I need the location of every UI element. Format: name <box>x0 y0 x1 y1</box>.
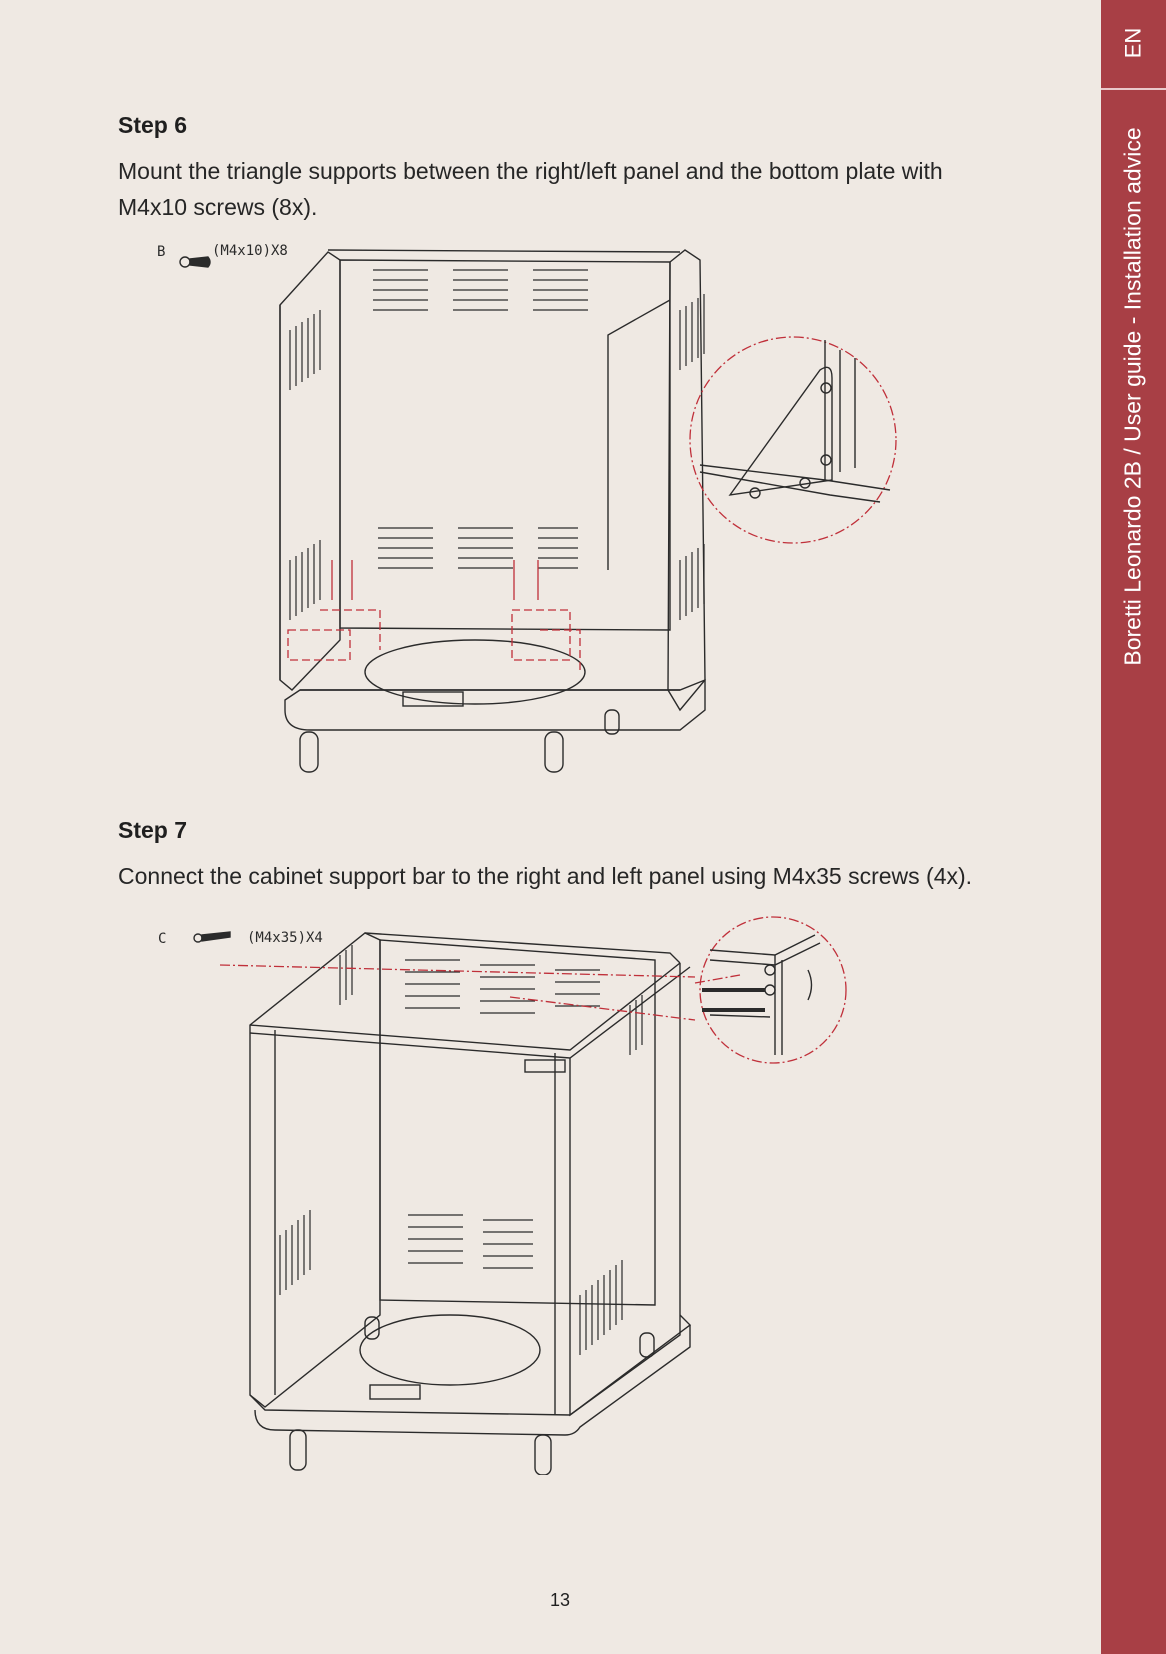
part-b-label: (M4x10)X8 <box>212 243 288 259</box>
step-7-text: Connect the cabinet support bar to the right and left panel using M4x35 screws (4x). <box>118 863 973 889</box>
screw-b-icon <box>180 257 210 267</box>
language-tab[interactable] <box>1101 0 1166 86</box>
part-c-label: (M4x35)X4 <box>247 930 323 946</box>
step-6-heading: Step 6 <box>118 112 188 138</box>
step-6-diagram <box>140 240 960 780</box>
page-number: 13 <box>549 1590 571 1610</box>
sidebar-divider <box>1101 88 1166 90</box>
step-6-text: Mount the triangle supports between the right/left panel and the bottom plate with M4x10 screws (8x). <box>118 158 943 220</box>
sidebar-title-area <box>1101 100 1166 692</box>
step-7-detail-zoom <box>700 917 846 1063</box>
language-label: EN <box>1120 27 1146 59</box>
step-7-diagram <box>150 915 900 1475</box>
sidebar-title: Boretti Leonardo 2B / User guide - Installation advice <box>1120 126 1147 666</box>
part-c-letter: C <box>158 931 167 947</box>
sidebar <box>1101 0 1166 1654</box>
step-7-heading: Step 7 <box>118 817 188 843</box>
step-6-detail-zoom <box>690 337 896 543</box>
part-b-letter: B <box>157 244 166 260</box>
screw-c-icon <box>194 932 230 942</box>
